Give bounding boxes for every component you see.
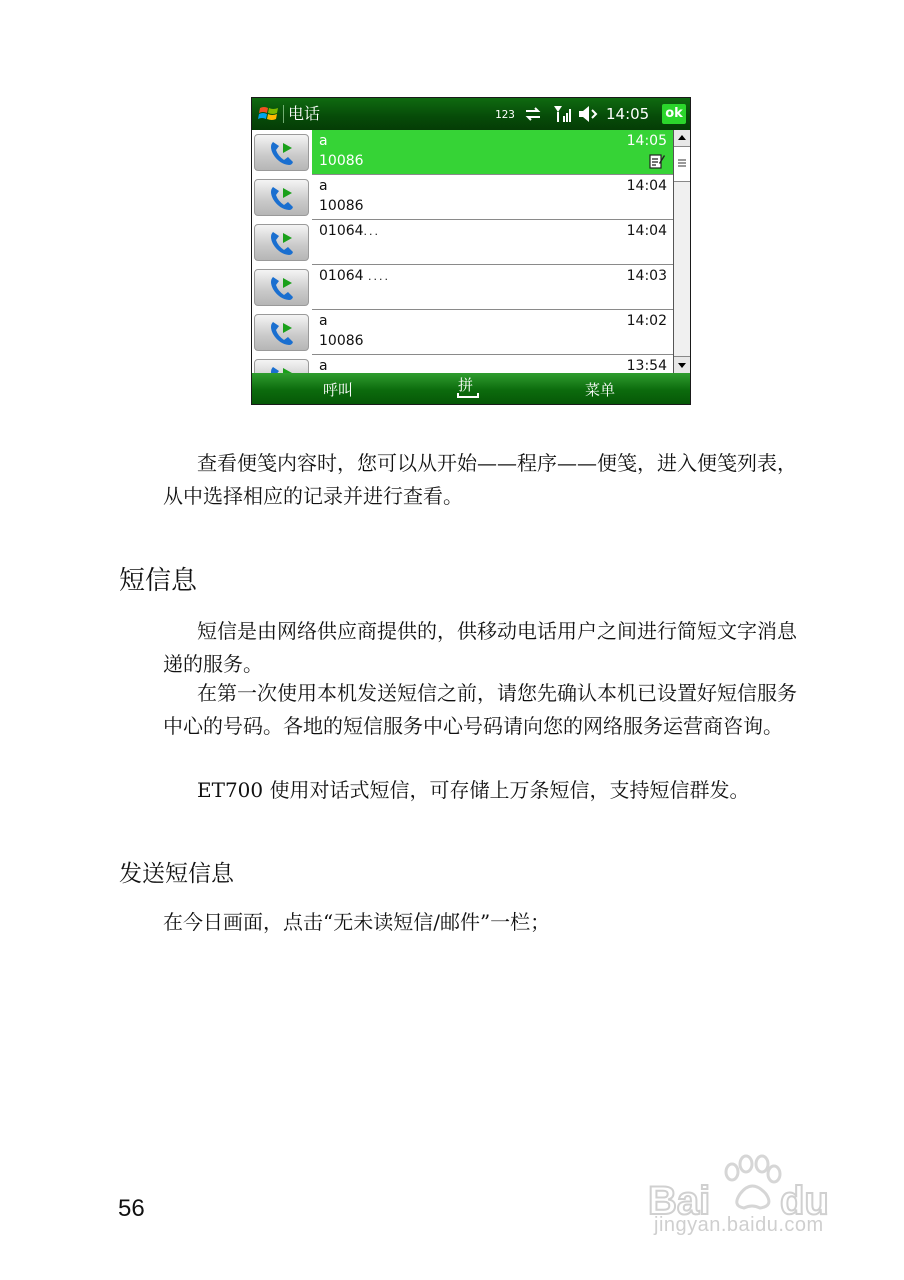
send-sms-instruction: 在今日画面，点击“无未读短信/邮件”一栏； [163, 910, 551, 934]
svg-text:Bai: Bai [648, 1179, 711, 1223]
input-method-underline [457, 393, 479, 398]
call-time: 14:03 [626, 268, 667, 284]
dial-button[interactable] [254, 314, 309, 351]
dial-button[interactable] [254, 224, 309, 261]
subsection-title: 发送短信息 [119, 861, 234, 887]
call-row[interactable] [252, 310, 673, 355]
page-number: 56 [118, 1195, 145, 1222]
softkey-menu[interactable]: 菜单 [585, 381, 616, 399]
call-row-body[interactable] [312, 265, 673, 310]
scroll-thumb[interactable] [674, 147, 690, 182]
windows-start-icon[interactable] [258, 104, 280, 124]
softkey-bar [252, 373, 690, 404]
arrow-up-icon [674, 130, 690, 146]
call-time: 14:04 [626, 178, 667, 194]
scroll-down-button[interactable] [674, 356, 690, 373]
phone-call-icon [267, 138, 297, 168]
call-history-list [252, 130, 673, 373]
call-time: 14:02 [626, 313, 667, 329]
connectivity-icon[interactable] [524, 106, 542, 122]
app-title: 电话 [288, 104, 321, 123]
title-separator [283, 105, 284, 123]
phone-call-icon [267, 273, 297, 303]
contact-name [319, 222, 380, 241]
contact-name: a [319, 178, 328, 194]
clock[interactable]: 14:05 [606, 105, 650, 123]
contact-name: a [319, 133, 328, 149]
sms-description-paragraph: 短信是由网络供应商提供的，供移动电话用户之间进行简短文字消息递的服务。 [163, 619, 797, 676]
scroll-up-button[interactable] [674, 130, 690, 147]
call-row[interactable] [252, 220, 673, 265]
input-method-button[interactable]: 拼 [458, 376, 474, 394]
phone-number: 10086 [319, 153, 364, 169]
call-row-body[interactable] [312, 310, 673, 355]
sms-center-paragraph: 在第一次使用本机发送短信之前，请您先确认本机已设置好短信服务中心的号码。各地的短信服务中心号码请向您的网络服务运营商咨询。 [163, 681, 797, 738]
call-row[interactable] [252, 130, 673, 175]
volume-icon[interactable] [578, 105, 600, 123]
dial-button[interactable] [254, 269, 309, 306]
call-time: 14:04 [626, 223, 667, 239]
et700-sms-paragraph: ET700 使用对话式短信，可存储上万条短信，支持短信群发。 [197, 778, 750, 802]
call-time: 14:05 [626, 133, 667, 149]
ok-button[interactable]: ok [662, 104, 686, 124]
grip-icon [674, 147, 690, 181]
dial-button[interactable] [254, 359, 309, 373]
redacted-digits: .... [368, 270, 390, 283]
contact-name [319, 267, 390, 286]
watermark-url: jingyan.baidu.com [654, 1214, 824, 1236]
note-icon[interactable] [649, 153, 665, 169]
intro-paragraph: 查看便笺内容时，您可以从开始——程序——便笺，进入便笺列表，从中选择相应的记录并进行查看。 [163, 451, 797, 508]
phone-call-icon [267, 363, 297, 373]
number-prefix: 01064 [319, 268, 364, 284]
call-row-body[interactable] [312, 175, 673, 220]
call-row-body[interactable] [312, 355, 673, 373]
softkey-call[interactable]: 呼叫 [323, 381, 354, 399]
call-row[interactable] [252, 355, 673, 373]
list-scrollbar[interactable] [673, 130, 690, 373]
number-prefix: 01064 [319, 223, 364, 239]
redacted-digits: ... [363, 225, 381, 238]
contact-name: a [319, 358, 328, 373]
dial-button[interactable] [254, 134, 309, 171]
arrow-down-icon [674, 357, 690, 373]
phone-call-icon [267, 228, 297, 258]
title-bar [252, 98, 690, 130]
phone-call-icon [267, 183, 297, 213]
phone-screenshot [251, 97, 691, 405]
signal-strength-icon[interactable] [553, 105, 573, 123]
dial-button[interactable] [254, 179, 309, 216]
contact-name: a [319, 313, 328, 329]
call-row[interactable] [252, 265, 673, 310]
call-time: 13:54 [626, 358, 667, 373]
phone-call-icon [267, 318, 297, 348]
call-row-body[interactable] [312, 130, 673, 175]
phone-number: 10086 [319, 333, 364, 349]
call-row[interactable] [252, 175, 673, 220]
data-mode-indicator: 123 [495, 108, 515, 121]
section-title: 短信息 [119, 566, 198, 596]
call-row-body[interactable] [312, 220, 673, 265]
svg-text:du: du [780, 1179, 829, 1223]
phone-number: 10086 [319, 198, 364, 214]
